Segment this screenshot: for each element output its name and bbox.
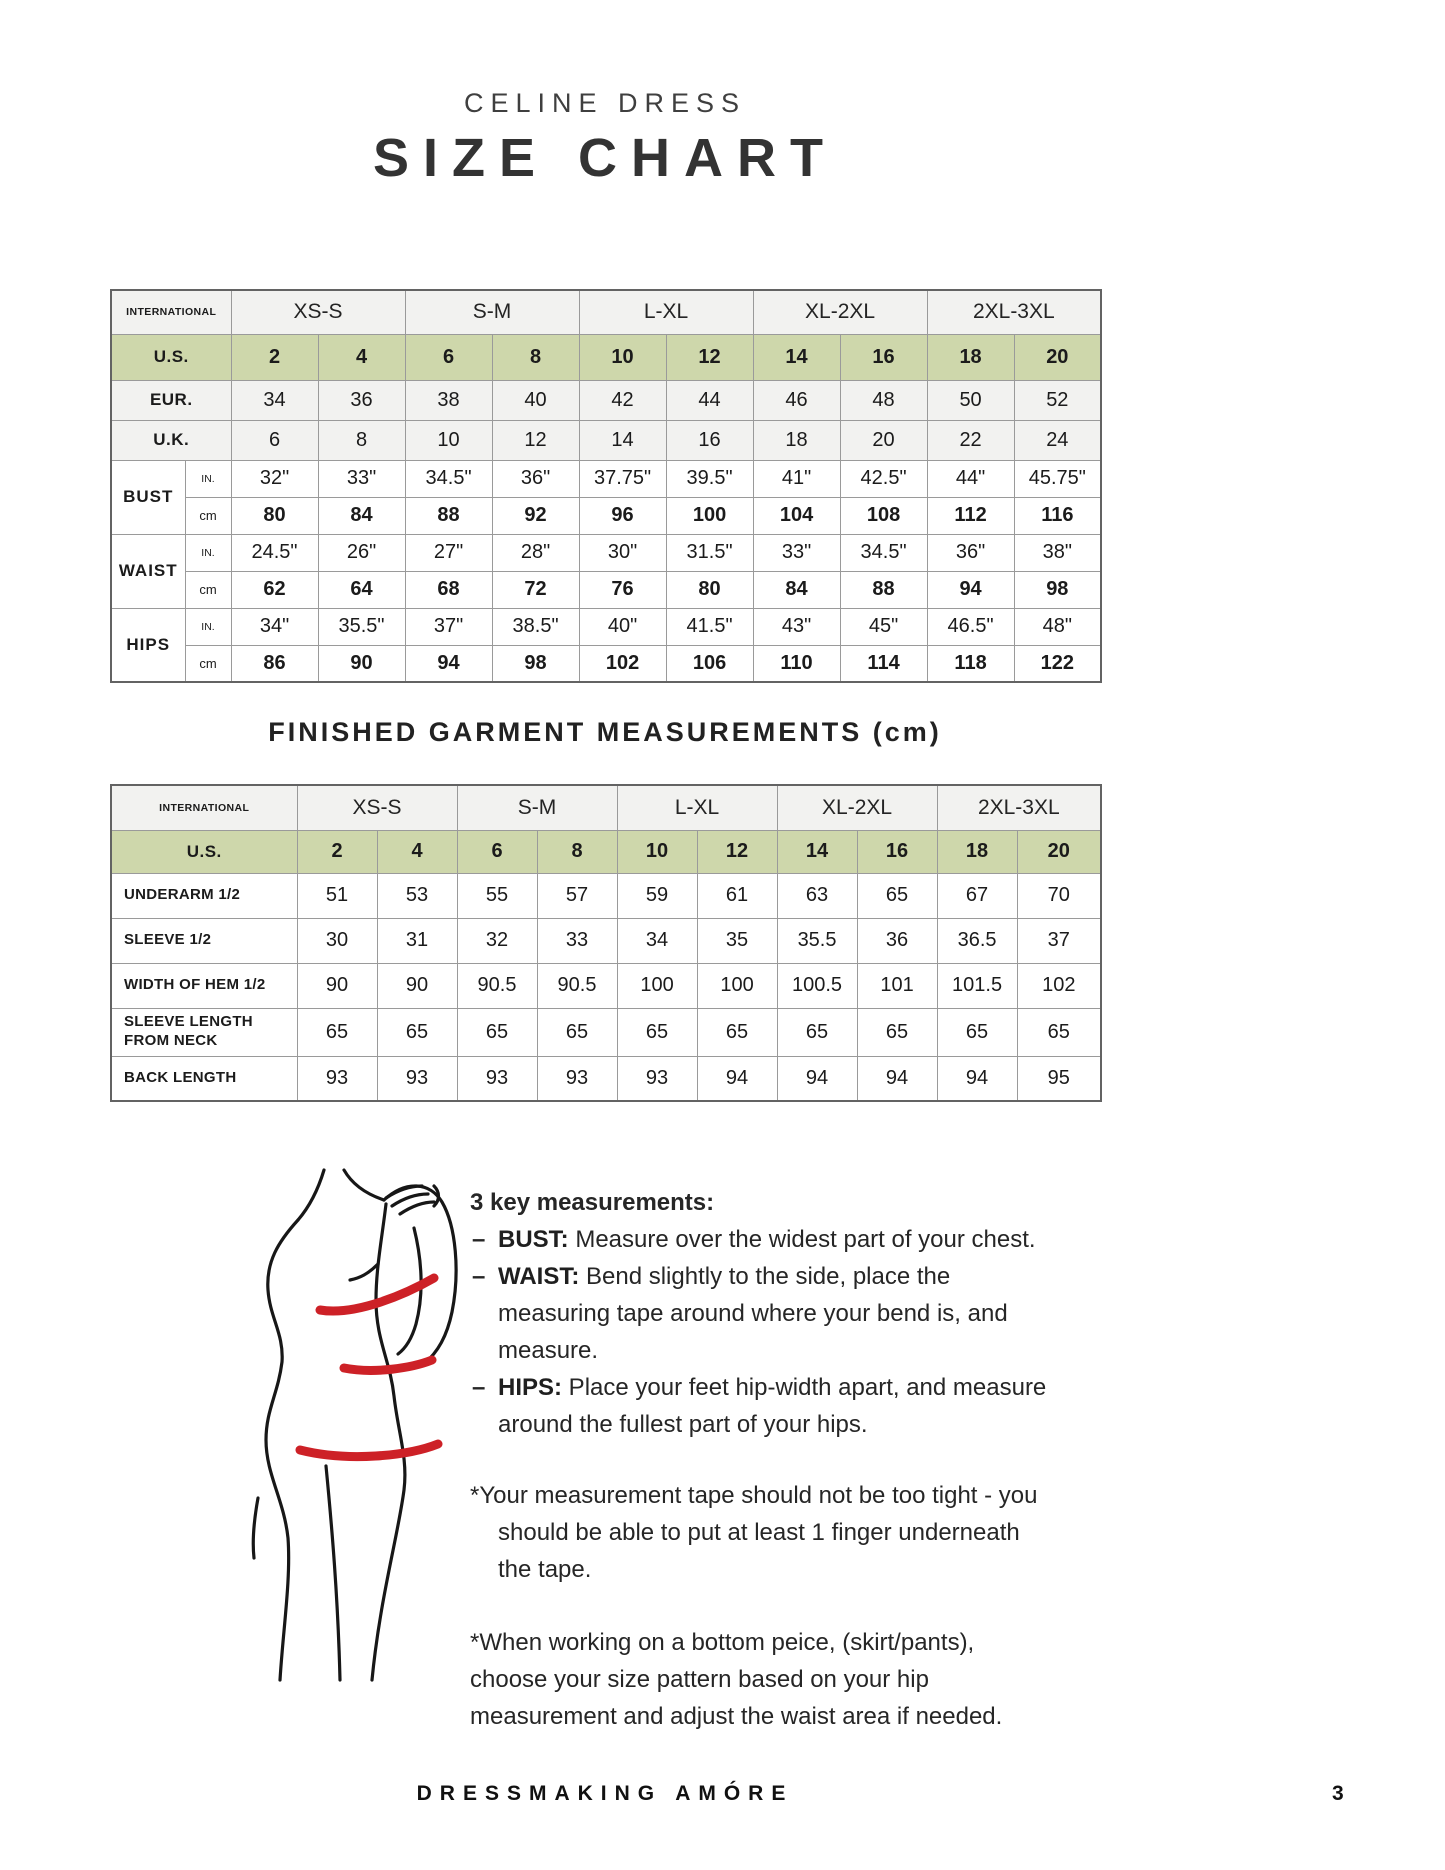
bullet-text: Place your feet hip-width apart, and measure around the fullest part of your hips.: [498, 1374, 1047, 1438]
us-size-value: 20: [1014, 334, 1101, 380]
inches-value: 45.75": [1014, 460, 1101, 497]
uk-size-value: 14: [579, 420, 666, 460]
us-row-label: U.S.: [111, 334, 231, 380]
cm-value: 110: [753, 645, 840, 682]
us-size-value: 6: [405, 334, 492, 380]
us-size-value: 8: [492, 334, 579, 380]
cm-value: 104: [753, 497, 840, 534]
garment-measure-label: SLEEVE LENGTH FROM NECK: [111, 1008, 297, 1056]
garment-measure-value: 35: [697, 918, 777, 963]
garment-measure-value: 93: [377, 1056, 457, 1101]
cm-value: 90: [318, 645, 405, 682]
garment-measure-value: 63: [777, 873, 857, 918]
inches-value: 39.5": [666, 460, 753, 497]
uk-size-value: 6: [231, 420, 318, 460]
garment-measure-value: 65: [777, 1008, 857, 1056]
inches-value: 30": [579, 534, 666, 571]
page-title: SIZE CHART: [373, 128, 837, 188]
garment-measure-value: 32: [457, 918, 537, 963]
size-group-header: XS-S: [231, 290, 405, 334]
inches-value: 37": [405, 608, 492, 645]
pattern-name: CELINE DRESS: [463, 88, 747, 118]
garment-measure-value: 53: [377, 873, 457, 918]
note-bottom-piece: *When working on a bottom peice, (skirt/pants), choose your size pattern based on your hip measurement and adjust the waist area if needed.: [470, 1629, 1003, 1730]
international-label: INTERNATIONAL: [111, 290, 231, 334]
us-size-value: 8: [537, 830, 617, 873]
garment-measure-value: 100: [697, 963, 777, 1008]
inches-value: 43": [753, 608, 840, 645]
garment-measure-value: 65: [377, 1008, 457, 1056]
garment-measure-value: 90: [377, 963, 457, 1008]
us-size-value: 2: [231, 334, 318, 380]
uk-size-value: 8: [318, 420, 405, 460]
bullet-item-waist: [470, 1258, 1055, 1369]
size-group-header: S-M: [457, 785, 617, 830]
garment-measure-value: 65: [857, 873, 937, 918]
garment-measure-value: 90.5: [457, 963, 537, 1008]
us-size-value: 16: [857, 830, 937, 873]
inches-value: 28": [492, 534, 579, 571]
eur-size-value: 48: [840, 380, 927, 420]
garment-measure-value: 95: [1017, 1056, 1101, 1101]
garment-measure-value: 37: [1017, 918, 1101, 963]
eur-size-value: 42: [579, 380, 666, 420]
eur-size-value: 44: [666, 380, 753, 420]
cm-value: 62: [231, 571, 318, 608]
garment-measure-value: 93: [457, 1056, 537, 1101]
garment-measure-value: 101.5: [937, 963, 1017, 1008]
garment-measure-value: 57: [537, 873, 617, 918]
garment-measure-value: 65: [697, 1008, 777, 1056]
garment-measure-value: 70: [1017, 873, 1101, 918]
table-row: [111, 534, 1101, 571]
inches-value: 37.75": [579, 460, 666, 497]
garment-measure-value: 30: [297, 918, 377, 963]
bullet-dash: –: [472, 1226, 486, 1253]
garment-measure-value: 36: [857, 918, 937, 963]
info-text: [470, 1164, 1055, 1735]
cm-value: 108: [840, 497, 927, 534]
us-size-value: 4: [377, 830, 457, 873]
inches-value: 26": [318, 534, 405, 571]
cm-value: 86: [231, 645, 318, 682]
cm-value: 72: [492, 571, 579, 608]
garment-measure-value: 100: [617, 963, 697, 1008]
unit-cm-label: cm: [185, 497, 231, 534]
garment-measure-value: 94: [857, 1056, 937, 1101]
inches-value: 35.5": [318, 608, 405, 645]
us-size-value: 14: [777, 830, 857, 873]
table-row: [111, 380, 1101, 420]
unit-inches-label: IN.: [185, 460, 231, 497]
figure-column: [110, 1164, 470, 1735]
bullet-text: Bend slightly to the side, place the measuring tape around where your bend is, and measure.: [498, 1263, 1008, 1364]
measuring-guide: [110, 1164, 1100, 1735]
uk-size-value: 20: [840, 420, 927, 460]
bullet-dash: –: [472, 1374, 486, 1401]
bullet-term: HIPS:: [498, 1374, 563, 1401]
cm-value: 64: [318, 571, 405, 608]
table-row: [111, 1056, 1101, 1101]
us-size-value: 10: [617, 830, 697, 873]
cm-value: 80: [666, 571, 753, 608]
us-size-value: 6: [457, 830, 537, 873]
eur-size-value: 36: [318, 380, 405, 420]
garment-measure-value: 55: [457, 873, 537, 918]
measure-label: BUST: [111, 460, 185, 534]
finished-measurements-table: [110, 784, 1102, 1102]
uk-size-value: 16: [666, 420, 753, 460]
eur-size-value: 50: [927, 380, 1014, 420]
cm-value: 88: [405, 497, 492, 534]
table-row: [111, 420, 1101, 460]
us-size-value: 12: [697, 830, 777, 873]
garment-measure-value: 35.5: [777, 918, 857, 963]
inches-value: 33": [318, 460, 405, 497]
garment-measure-value: 65: [537, 1008, 617, 1056]
cm-value: 84: [753, 571, 840, 608]
inches-value: 27": [405, 534, 492, 571]
table-row: [111, 290, 1101, 334]
garment-measure-value: 67: [937, 873, 1017, 918]
unit-cm-label: cm: [185, 571, 231, 608]
garment-measure-value: 101: [857, 963, 937, 1008]
garment-measure-label: BACK LENGTH: [111, 1056, 297, 1101]
us-row-label: U.S.: [111, 830, 297, 873]
garment-measure-value: 94: [777, 1056, 857, 1101]
size-group-header: S-M: [405, 290, 579, 334]
inches-value: 48": [1014, 608, 1101, 645]
us-size-value: 16: [840, 334, 927, 380]
garment-measure-value: 65: [937, 1008, 1017, 1056]
us-size-value: 10: [579, 334, 666, 380]
table-row: [111, 963, 1101, 1008]
table-row: [111, 334, 1101, 380]
table-row: [111, 497, 1101, 534]
hips-band: [300, 1444, 438, 1457]
garment-measure-value: 93: [297, 1056, 377, 1101]
garment-measure-value: 34: [617, 918, 697, 963]
uk-size-value: 24: [1014, 420, 1101, 460]
size-group-header: XL-2XL: [777, 785, 937, 830]
cm-value: 76: [579, 571, 666, 608]
uk-row-label: U.K.: [111, 420, 231, 460]
garment-measure-value: 65: [297, 1008, 377, 1056]
cm-value: 88: [840, 571, 927, 608]
garment-measure-value: 65: [617, 1008, 697, 1056]
garment-measure-value: 65: [1017, 1008, 1101, 1056]
garment-measure-value: 36.5: [937, 918, 1017, 963]
cm-value: 100: [666, 497, 753, 534]
uk-size-value: 12: [492, 420, 579, 460]
inches-value: 32": [231, 460, 318, 497]
cm-value: 80: [231, 497, 318, 534]
garment-measure-value: 65: [857, 1008, 937, 1056]
bullet-item-bust: [470, 1221, 1055, 1258]
cm-value: 116: [1014, 497, 1101, 534]
size-group-header: XL-2XL: [753, 290, 927, 334]
unit-inches-label: IN.: [185, 608, 231, 645]
cm-value: 98: [1014, 571, 1101, 608]
inches-value: 36": [492, 460, 579, 497]
cm-value: 84: [318, 497, 405, 534]
inches-value: 34": [231, 608, 318, 645]
cm-value: 96: [579, 497, 666, 534]
garment-measure-value: 93: [617, 1056, 697, 1101]
cm-value: 94: [405, 645, 492, 682]
us-size-value: 2: [297, 830, 377, 873]
cm-value: 68: [405, 571, 492, 608]
eur-size-value: 38: [405, 380, 492, 420]
note-tape: *Your measurement tape should not be too tight - you should be able to put at least 1 finger underneath the tape.: [470, 1482, 1038, 1583]
unit-inches-label: IN.: [185, 534, 231, 571]
inches-value: 36": [927, 534, 1014, 571]
table-row: [111, 830, 1101, 873]
table-row: [111, 918, 1101, 963]
garment-measure-value: 33: [537, 918, 617, 963]
uk-size-value: 18: [753, 420, 840, 460]
page-number: 3: [1332, 1782, 1344, 1805]
inches-value: 45": [840, 608, 927, 645]
unit-cm-label: cm: [185, 645, 231, 682]
inches-value: 40": [579, 608, 666, 645]
inches-value: 34.5": [405, 460, 492, 497]
garment-measure-value: 94: [697, 1056, 777, 1101]
garment-measure-value: 61: [697, 873, 777, 918]
uk-size-value: 10: [405, 420, 492, 460]
bullet-dash: –: [472, 1263, 486, 1290]
inches-value: 34.5": [840, 534, 927, 571]
size-group-header: 2XL-3XL: [937, 785, 1101, 830]
eur-size-value: 46: [753, 380, 840, 420]
size-group-header: 2XL-3XL: [927, 290, 1101, 334]
inches-value: 24.5": [231, 534, 318, 571]
uk-size-value: 22: [927, 420, 1014, 460]
cm-value: 102: [579, 645, 666, 682]
eur-size-value: 52: [1014, 380, 1101, 420]
inches-value: 38.5": [492, 608, 579, 645]
table-row: [111, 608, 1101, 645]
table-row: [111, 873, 1101, 918]
garment-measure-value: 31: [377, 918, 457, 963]
eur-row-label: EUR.: [111, 380, 231, 420]
cm-value: 118: [927, 645, 1014, 682]
inches-value: 33": [753, 534, 840, 571]
size-chart-table: [110, 289, 1102, 683]
us-size-value: 14: [753, 334, 840, 380]
us-size-value: 4: [318, 334, 405, 380]
garment-measure-value: 94: [937, 1056, 1017, 1101]
us-size-value: 12: [666, 334, 753, 380]
garment-measure-label: WIDTH OF HEM 1/2: [111, 963, 297, 1008]
cm-value: 98: [492, 645, 579, 682]
bullet-item-hips: [470, 1369, 1055, 1443]
table-row: [111, 460, 1101, 497]
inches-value: 38": [1014, 534, 1101, 571]
us-size-value: 18: [927, 334, 1014, 380]
cm-value: 114: [840, 645, 927, 682]
us-size-value: 20: [1017, 830, 1101, 873]
bullet-term: WAIST:: [498, 1263, 580, 1290]
eur-size-value: 40: [492, 380, 579, 420]
footer-brand: DRESSMAKING AMÓRE: [416, 1782, 794, 1805]
inches-value: 31.5": [666, 534, 753, 571]
cm-value: 122: [1014, 645, 1101, 682]
garment-measure-label: SLEEVE 1/2: [111, 918, 297, 963]
size-group-header: L-XL: [579, 290, 753, 334]
garment-measure-label: UNDERARM 1/2: [111, 873, 297, 918]
page-content: [110, 0, 1100, 1735]
table-row: [111, 785, 1101, 830]
figure-sketch: [228, 1168, 478, 1683]
cm-value: 94: [927, 571, 1014, 608]
us-size-value: 18: [937, 830, 1017, 873]
garment-measure-value: 100.5: [777, 963, 857, 1008]
bullet-term: BUST:: [498, 1226, 569, 1253]
cm-value: 112: [927, 497, 1014, 534]
garment-measure-value: 93: [537, 1056, 617, 1101]
table-row: [111, 645, 1101, 682]
inches-value: 42.5": [840, 460, 927, 497]
international-label: INTERNATIONAL: [111, 785, 297, 830]
garment-measure-value: 51: [297, 873, 377, 918]
inches-value: 44": [927, 460, 1014, 497]
inches-value: 41.5": [666, 608, 753, 645]
cm-value: 92: [492, 497, 579, 534]
measure-label: WAIST: [111, 534, 185, 608]
size-group-header: L-XL: [617, 785, 777, 830]
measure-label: HIPS: [111, 608, 185, 682]
cm-value: 106: [666, 645, 753, 682]
garment-measure-value: 90.5: [537, 963, 617, 1008]
table-row: [111, 571, 1101, 608]
garment-measure-value: 90: [297, 963, 377, 1008]
eur-size-value: 34: [231, 380, 318, 420]
inches-value: 46.5": [927, 608, 1014, 645]
garment-measure-value: 59: [617, 873, 697, 918]
garment-measure-value: 102: [1017, 963, 1101, 1008]
bullet-text: Measure over the widest part of your chest.: [568, 1226, 1036, 1253]
info-heading: 3 key measurements:: [470, 1189, 715, 1216]
table-row: [111, 1008, 1101, 1056]
finished-title: FINISHED GARMENT MEASUREMENTS (cm): [268, 717, 942, 747]
body-outline: [253, 1170, 456, 1680]
size-group-header: XS-S: [297, 785, 457, 830]
inches-value: 41": [753, 460, 840, 497]
garment-measure-value: 65: [457, 1008, 537, 1056]
